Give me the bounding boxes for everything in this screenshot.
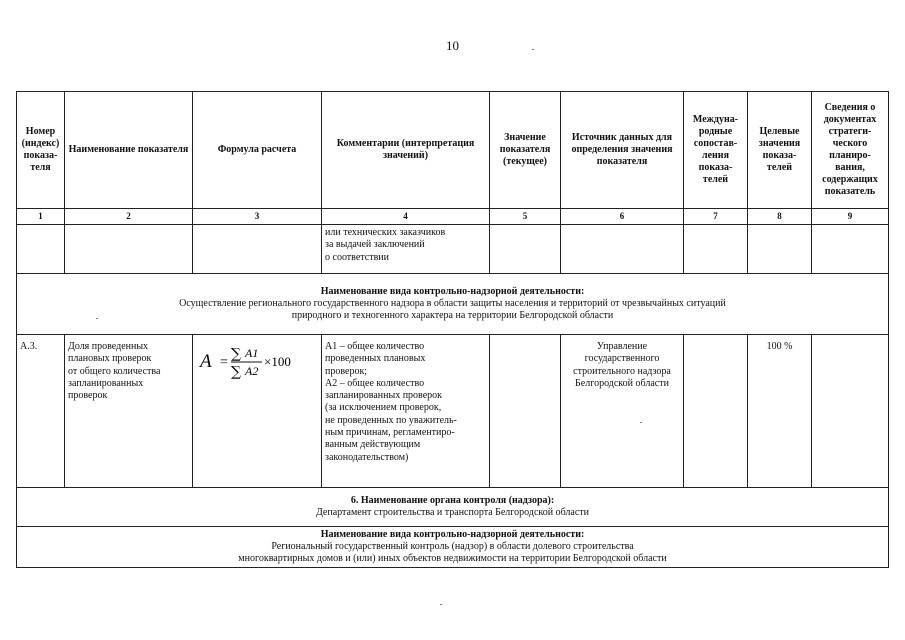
indicator-name: Доля проведенных плановых проверок от общего количества запланированных проверок bbox=[65, 335, 193, 488]
column-number: 2 bbox=[65, 209, 193, 225]
formula-image bbox=[196, 341, 306, 381]
column-number: 7 bbox=[684, 209, 748, 225]
header-international: Междуна-родные сопостав-ления показа-телей bbox=[684, 92, 748, 209]
header-row bbox=[17, 92, 889, 209]
header-name: Наименование показателя bbox=[65, 92, 193, 209]
header-comments: Комментарии (интерпретация значений) bbox=[322, 92, 490, 209]
column-number: 4 bbox=[322, 209, 490, 225]
section-title: 6. Наименование органа контроля (надзора): bbox=[350, 494, 555, 506]
formula-multiplier: ×100 bbox=[264, 354, 291, 369]
header-source: Источник данных для определения значения показателя bbox=[561, 92, 684, 209]
formula-equals: = bbox=[220, 355, 228, 370]
indicator-formula bbox=[193, 335, 322, 488]
column-number: 5 bbox=[490, 209, 561, 225]
section-row-construction-control bbox=[17, 527, 889, 568]
section-title: Наименование вида контрольно-надзорной деятельности: bbox=[320, 285, 585, 297]
header-current-value: Значение показателя (текущее) bbox=[490, 92, 561, 209]
indicator-documents bbox=[812, 335, 889, 488]
header-formula: Формула расчета bbox=[193, 92, 322, 209]
table-row bbox=[17, 335, 889, 488]
header-target: Целевые значения показа-телей bbox=[748, 92, 812, 209]
column-number: 9 bbox=[812, 209, 889, 225]
formula-lhs: A bbox=[200, 351, 212, 372]
section-text: Осуществление регионального государственного надзора в области защиты населения и территорий от чрезвычайных ситуаций природного и техногенного характера на территории Белгородской области bbox=[179, 297, 726, 322]
column-number: 1 bbox=[17, 209, 65, 225]
section-text: Департамент строительства и транспорта Белгородской области bbox=[315, 507, 590, 518]
scan-speck bbox=[440, 604, 442, 605]
section-row-authority bbox=[17, 488, 889, 527]
indicator-comment: А1 – общее количество проведенных плановых проверок; А2 – общее количество запланированных проверок (за исключением проверок, не проведенных по уважитель- ным причинам, регламентиро- ванным действующим законодательством) bbox=[322, 335, 490, 488]
formula-numerator: A1 bbox=[245, 346, 259, 360]
indicator-current-value bbox=[490, 335, 561, 488]
scan-speck bbox=[532, 49, 534, 50]
indicator-international bbox=[684, 335, 748, 488]
indicator-source: Управление государственного строительного надзора Белгородской области bbox=[561, 335, 684, 488]
section-text: Региональный государственный контроль (надзор) в области долевого строительства многоквартирных домов и (или) иных объектов недвижимости на территории Белгородской области bbox=[238, 540, 667, 565]
header-documents: Сведения о документах стратеги-ческого планиро-вания, содержащих показатель bbox=[812, 92, 889, 209]
scan-speck bbox=[96, 318, 98, 319]
indicators-table bbox=[16, 91, 889, 568]
continuation-comment: или технических заказчиков за выдачей заключений о соответствии bbox=[322, 225, 490, 274]
header-index: Номер (индекс) показа-теля bbox=[17, 92, 65, 209]
indicator-index: А.3. bbox=[17, 335, 65, 488]
scan-speck bbox=[640, 422, 642, 423]
section-row-supervision bbox=[17, 274, 889, 335]
formula-denominator: A2 bbox=[245, 364, 259, 378]
indicator-target: 100 % bbox=[748, 335, 812, 488]
formula-sum-top: ∑ bbox=[231, 346, 241, 362]
column-number-row bbox=[17, 209, 889, 225]
page-number: 10 bbox=[446, 38, 459, 53]
section-title: Наименование вида контрольно-надзорной деятельности: bbox=[320, 528, 585, 540]
continuation-row bbox=[17, 225, 889, 274]
formula-sum-bottom: ∑ bbox=[231, 364, 241, 380]
column-number: 6 bbox=[561, 209, 684, 225]
column-number: 8 bbox=[748, 209, 812, 225]
column-number: 3 bbox=[193, 209, 322, 225]
